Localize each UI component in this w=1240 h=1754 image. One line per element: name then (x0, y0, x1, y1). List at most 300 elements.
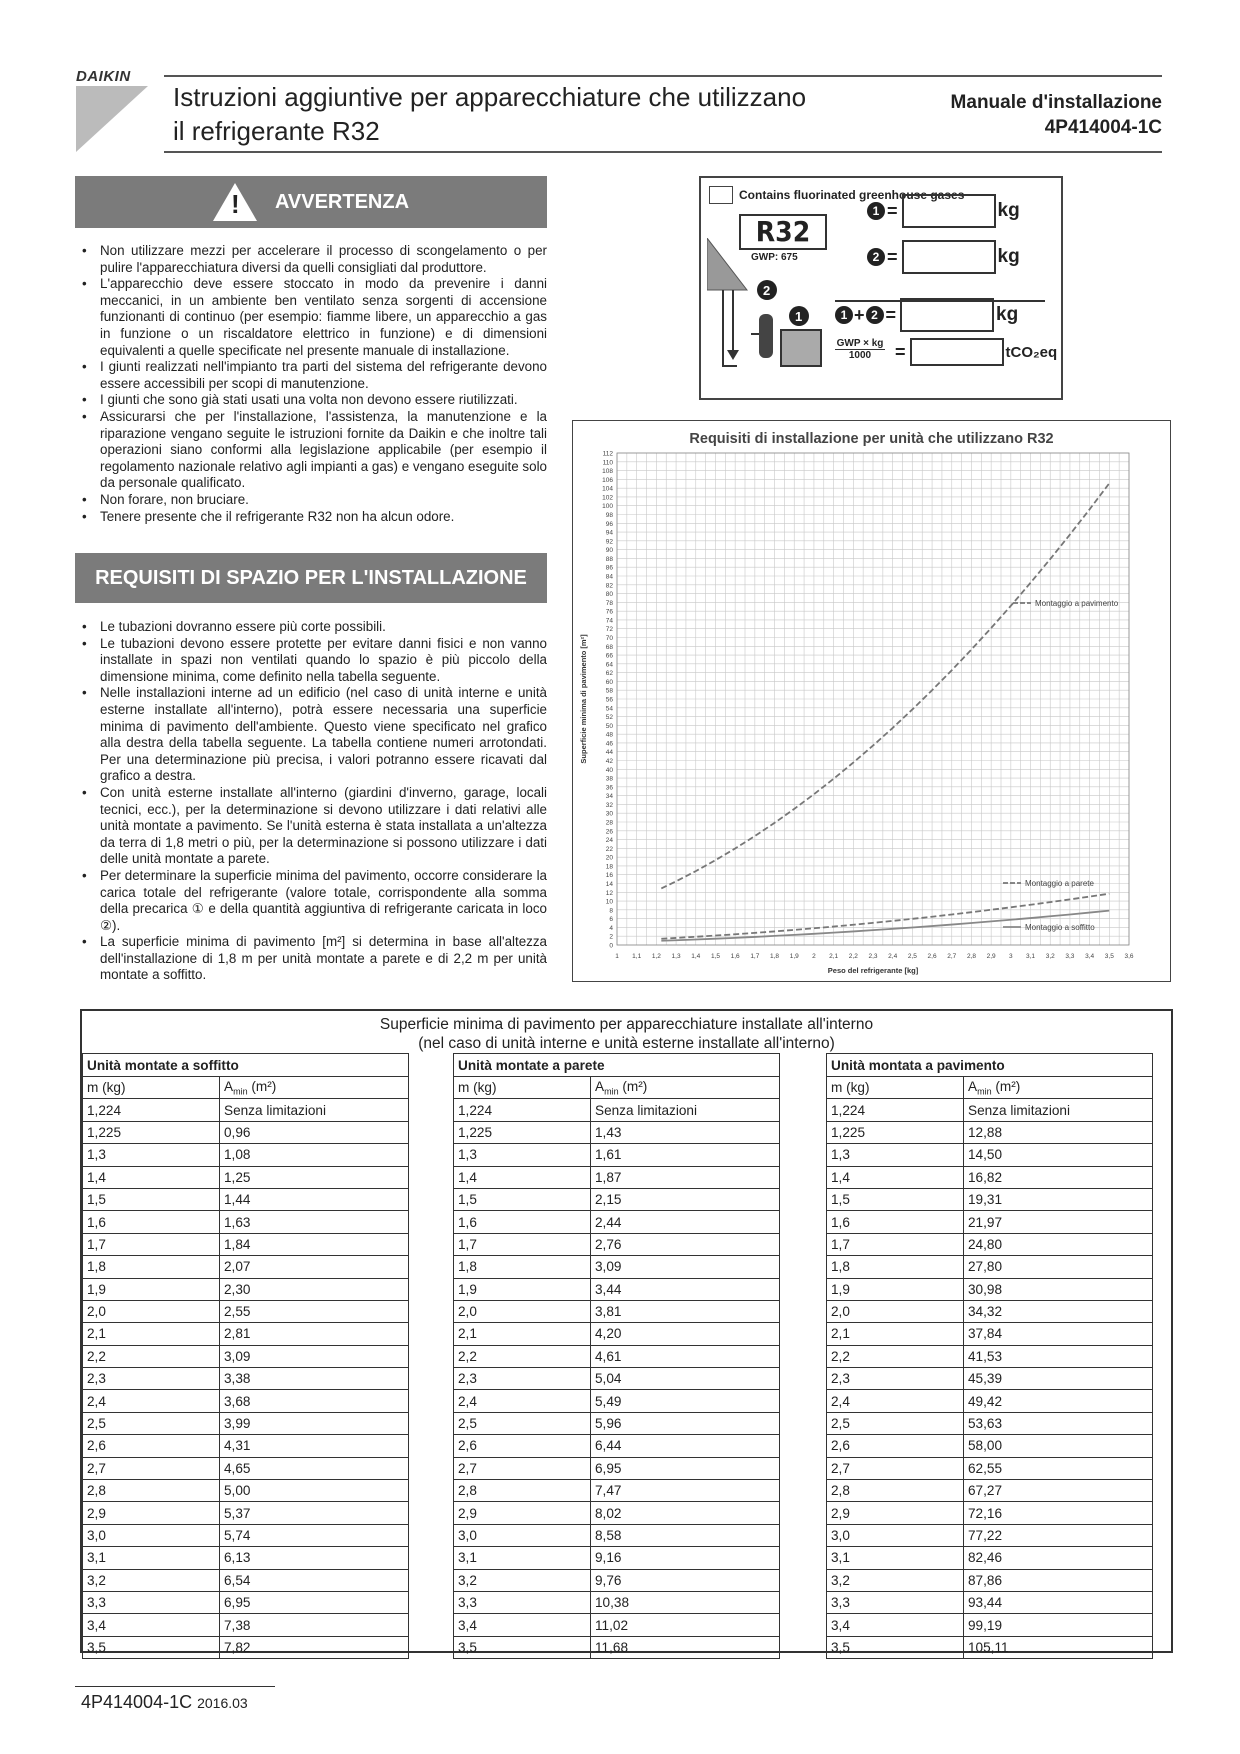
warning-icon: ! (213, 183, 257, 221)
x-tick-label: 3,1 (1026, 953, 1036, 960)
cell-mass: 2,3 (454, 1368, 591, 1390)
cell-mass: 1,4 (454, 1166, 591, 1188)
table-row (83, 1614, 409, 1636)
cell-area: 3,09 (220, 1345, 409, 1367)
footer (81, 1692, 248, 1713)
y-tick-label: 100 (602, 503, 613, 511)
col-header-m: m (kg) (83, 1077, 220, 1099)
table-row (454, 1323, 780, 1345)
table-row (454, 1278, 780, 1300)
cell-mass: 2,1 (827, 1323, 964, 1345)
cell-area: 3,09 (591, 1256, 780, 1278)
cell-area: 3,38 (220, 1368, 409, 1390)
table-row (827, 1188, 1153, 1210)
space-title: REQUISITI DI SPAZIO PER L'INSTALLAZIONE (95, 566, 527, 589)
cell-area: 2,07 (220, 1256, 409, 1278)
cell-area: 67,27 (964, 1480, 1153, 1502)
cell-mass: 1,5 (827, 1188, 964, 1210)
table-row (454, 1614, 780, 1636)
y-tick-label: 40 (605, 766, 613, 774)
x-tick-label: 3,3 (1065, 953, 1075, 960)
table-row (454, 1569, 780, 1591)
amin-sub: min (977, 1086, 992, 1097)
table-row (827, 1435, 1153, 1457)
cell-mass: 1,9 (83, 1278, 220, 1300)
cell-mass: 1,9 (454, 1278, 591, 1300)
table-row (827, 1412, 1153, 1434)
y-axis-label: Superficie minima di pavimento [m²] (579, 634, 588, 764)
cell-area: 8,58 (591, 1524, 780, 1546)
x-tick-label: 3,2 (1045, 953, 1055, 960)
x-tick-label: 3,6 (1124, 953, 1134, 960)
cell-mass: 1,8 (83, 1256, 220, 1278)
svg-text:1: 1 (795, 309, 803, 324)
cell-area: 2,81 (220, 1323, 409, 1345)
cell-area: 5,74 (220, 1524, 409, 1546)
x-tick-label: 2,6 (927, 953, 937, 960)
table-row (454, 1435, 780, 1457)
warning-banner (75, 176, 547, 228)
cell-area: 30,98 (964, 1278, 1153, 1300)
table-row (454, 1144, 780, 1166)
cell-area: 1,08 (220, 1144, 409, 1166)
cell-mass: 2,4 (454, 1390, 591, 1412)
x-tick-label: 2,3 (868, 953, 878, 960)
cell-mass: 2,4 (83, 1390, 220, 1412)
table-row (83, 1435, 409, 1457)
cell-mass: 1,225 (827, 1121, 964, 1143)
cell-mass: 1,8 (827, 1256, 964, 1278)
col-header-amin (591, 1077, 780, 1099)
y-tick-label: 36 (605, 784, 613, 792)
svg-text:2: 2 (763, 283, 771, 298)
table-row (83, 1390, 409, 1412)
table-row (827, 1569, 1153, 1591)
table-row (83, 1256, 409, 1278)
table-row (827, 1390, 1153, 1412)
table-row (83, 1368, 409, 1390)
cell-area: 27,80 (964, 1256, 1153, 1278)
table-row (83, 1591, 409, 1613)
cell-mass: 2,7 (827, 1457, 964, 1479)
cell-mass: 2,1 (83, 1323, 220, 1345)
y-tick-label: 104 (602, 485, 613, 493)
table-row (454, 1524, 780, 1546)
y-tick-label: 92 (605, 538, 613, 546)
cell-area: 6,95 (220, 1591, 409, 1613)
page-title (173, 80, 903, 148)
cell-area: Senza limitazioni (220, 1099, 409, 1121)
unit-tco2: tCO₂eq (1005, 343, 1058, 361)
x-tick-label: 2,8 (966, 953, 976, 960)
cell-mass: 3,4 (827, 1614, 964, 1636)
unit-kg: kg (997, 200, 1020, 221)
table-row (827, 1502, 1153, 1524)
cell-mass: 3,5 (827, 1636, 964, 1658)
cell-area: 8,02 (591, 1502, 780, 1524)
equals-sign: = (887, 246, 898, 267)
x-tick-label: 2 (812, 953, 816, 960)
table-row (454, 1636, 780, 1658)
table-row (83, 1188, 409, 1210)
cylinder-illustration (707, 238, 827, 393)
table-row (827, 1278, 1153, 1300)
table-row (827, 1614, 1153, 1636)
cell-area: 53,63 (964, 1412, 1153, 1434)
y-tick-label: 28 (605, 819, 613, 827)
cell-area: 2,76 (591, 1233, 780, 1255)
footer-rule (75, 1686, 275, 1687)
y-tick-label: 66 (605, 652, 613, 660)
cell-mass: 1,4 (83, 1166, 220, 1188)
table-row (827, 1636, 1153, 1658)
y-tick-label: 60 (605, 678, 613, 686)
cell-area: 9,16 (591, 1547, 780, 1569)
cell-mass: 3,1 (827, 1547, 964, 1569)
x-tick-label: 3 (1009, 953, 1013, 960)
table-row (827, 1591, 1153, 1613)
cell-area: 1,63 (220, 1211, 409, 1233)
cell-mass: 2,7 (83, 1457, 220, 1479)
cell-area: 2,30 (220, 1278, 409, 1300)
charge-field-2[interactable] (902, 240, 996, 274)
y-tick-label: 88 (605, 555, 613, 563)
list-item: • I giunti che sono già stati usati una volta non devono essere riutilizzati. (76, 392, 547, 409)
cell-area: 6,44 (591, 1435, 780, 1457)
cell-mass: 2,6 (454, 1435, 591, 1457)
amin-unit: (m²) (247, 1078, 277, 1094)
list-item: • Tenere presente che il refrigerante R32 non ha alcun odore. (76, 509, 547, 526)
col-header-m: m (kg) (827, 1077, 964, 1099)
list-item: • La superficie minima di pavimento [m²] si determina in base all'altezza dell'installazione di 1,8 m per unità montate a parete e di 2,2 m per unità montate a soffitto. (76, 934, 547, 984)
legend-label: Montaggio a soffitto (1025, 923, 1095, 932)
amin-sub: min (604, 1086, 619, 1097)
book-icon (709, 186, 733, 204)
co2-field[interactable] (910, 338, 1004, 366)
cell-area: 2,15 (591, 1188, 780, 1210)
cell-area: 41,53 (964, 1345, 1153, 1367)
y-tick-label: 50 (605, 722, 613, 730)
cell-mass: 1,3 (83, 1144, 220, 1166)
table-row (83, 1457, 409, 1479)
y-tick-label: 32 (605, 801, 613, 809)
y-tick-label: 82 (605, 582, 613, 590)
list-item: • Nelle installazioni interne ad un edificio (nel caso di unità interne e unità esterne installate all'interno), potrà essere necessaria una superficie minima di pavimento dell'ambiente. Questo viene specificato nel grafico alla destra della tabella seguente. La tabella contiene numeri arrotondati. Per una determinazione più precisa, i valori potranno essere ricavati dal grafico a destra. (76, 685, 547, 785)
manual-name: Manuale d'installazione (950, 92, 1162, 113)
cell-area: 45,39 (964, 1368, 1153, 1390)
table-row (827, 1457, 1153, 1479)
y-tick-label: 46 (605, 740, 613, 748)
cell-area: 99,19 (964, 1614, 1153, 1636)
cell-mass: 2,8 (454, 1480, 591, 1502)
list-item: • Assicurarsi che per l'installazione, l'assistenza, la manutenzione e la riparazione vengano seguite le istruzioni fornite da Daikin e che inoltre tali operazioni siano conformi alla legislazione applicabile (per esempio il regolamento nazionale relativo agli impianti a gas) e vengano eseguite solo da personale qualificato. (76, 409, 547, 492)
table-row (83, 1166, 409, 1188)
x-tick-label: 1 (615, 953, 619, 960)
gwp-formula-bottom: 1000 (848, 350, 872, 361)
plus-sign: + (854, 304, 865, 325)
x-tick-label: 1,6 (730, 953, 740, 960)
table-row (83, 1121, 409, 1143)
y-tick-label: 78 (605, 599, 613, 607)
y-tick-label: 56 (605, 696, 613, 704)
cell-area: 0,96 (220, 1121, 409, 1143)
cell-area: 2,44 (591, 1211, 780, 1233)
cell-area: 1,84 (220, 1233, 409, 1255)
y-tick-label: 62 (605, 670, 613, 678)
cell-area: 1,61 (591, 1144, 780, 1166)
refrigerant-box: R32 (739, 214, 827, 250)
x-tick-label: 2,9 (986, 953, 996, 960)
cell-area: 37,84 (964, 1323, 1153, 1345)
legend-label: Montaggio a pavimento (1035, 599, 1119, 608)
table-row (454, 1121, 780, 1143)
table-row (83, 1636, 409, 1658)
table-group-1 (453, 1053, 780, 1659)
x-tick-label: 1,1 (632, 953, 642, 960)
group-title: Unità montate a soffitto (83, 1054, 409, 1077)
table-group-0 (82, 1053, 409, 1659)
cell-area: Senza limitazioni (591, 1099, 780, 1121)
cell-mass: 2,6 (827, 1435, 964, 1457)
table-row (454, 1233, 780, 1255)
circle-1-icon: 1 (835, 306, 853, 324)
cell-area: 1,43 (591, 1121, 780, 1143)
cell-mass: 3,0 (454, 1524, 591, 1546)
cell-area: 9,76 (591, 1569, 780, 1591)
daikin-logo-mark (76, 86, 148, 157)
cell-mass: 1,225 (83, 1121, 220, 1143)
cell-mass: 2,2 (454, 1345, 591, 1367)
x-tick-label: 3,5 (1104, 953, 1114, 960)
footer-code: 4P414004-1C (81, 1692, 193, 1712)
y-tick-label: 30 (605, 810, 613, 818)
table-row (454, 1256, 780, 1278)
table-row (83, 1480, 409, 1502)
group-title: Unità montata a pavimento (827, 1054, 1153, 1077)
x-tick-label: 2,7 (947, 953, 957, 960)
y-tick-label: 10 (605, 898, 613, 906)
cell-area: 12,88 (964, 1121, 1153, 1143)
table-row (454, 1166, 780, 1188)
gwp-formula (835, 338, 885, 361)
cell-mass: 1,225 (454, 1121, 591, 1143)
group-title: Unità montate a parete (454, 1054, 780, 1077)
cell-mass: 3,3 (454, 1591, 591, 1613)
table-row (454, 1457, 780, 1479)
y-tick-label: 64 (605, 661, 613, 669)
table-row (454, 1300, 780, 1322)
table-row (827, 1233, 1153, 1255)
y-tick-label: 42 (605, 758, 613, 765)
cell-mass: 3,0 (83, 1524, 220, 1546)
cell-mass: 1,7 (83, 1233, 220, 1255)
table-row (83, 1211, 409, 1233)
circle-2-icon: 2 (867, 248, 885, 266)
table-row (83, 1300, 409, 1322)
cell-mass: 3,0 (827, 1524, 964, 1546)
space-banner (75, 553, 547, 603)
col-header-m: m (kg) (454, 1077, 591, 1099)
cell-area: 6,54 (220, 1569, 409, 1591)
table-title (82, 1015, 1171, 1053)
cell-mass: 2,3 (827, 1368, 964, 1390)
cell-mass: 1,9 (827, 1278, 964, 1300)
cell-area: 72,16 (964, 1502, 1153, 1524)
cell-area: 87,86 (964, 1569, 1153, 1591)
header-rule-top (164, 75, 1162, 77)
list-item: • Per determinare la superficie minima del pavimento, occorre considerare la carica totale del refrigerante (valore totale, corrispondente alla somma della precarica ① e della quantità aggiuntiva di refrigerante caricata in loco ②). (76, 868, 547, 934)
cell-mass: 2,8 (83, 1480, 220, 1502)
y-tick-label: 110 (602, 459, 613, 467)
cell-mass: 1,8 (454, 1256, 591, 1278)
y-tick-label: 6 (609, 916, 613, 924)
space-list (76, 619, 547, 984)
cell-area: 58,00 (964, 1435, 1153, 1457)
table-row (454, 1099, 780, 1121)
warning-title: AVVERTENZA (274, 190, 410, 213)
list-item: • Con unità esterne installate all'interno (giardini d'inverno, garage, locali tecnici, ecc.), per la determinazione si devono utilizzare i dati relativi alle unità montate a pavimento. Se l'unità esterna è stata installata a un'altezza da terra di 1,8 metri o più, per la determinazione si possono utilizzare i dati delle unità montate a parete. (76, 785, 547, 868)
cell-mass: 3,1 (454, 1547, 591, 1569)
cell-area: 6,13 (220, 1547, 409, 1569)
chart-panel (572, 420, 1171, 982)
label-row-1 (867, 194, 1020, 228)
cell-mass: 1,6 (83, 1211, 220, 1233)
header-rule-bottom (164, 151, 1162, 153)
amin-a: A (968, 1078, 978, 1094)
x-axis-label: Peso del refrigerante [kg] (827, 966, 919, 975)
y-tick-label: 44 (605, 749, 613, 757)
cell-mass: 2,1 (454, 1323, 591, 1345)
y-tick-label: 58 (605, 687, 613, 695)
amin-a: A (595, 1078, 605, 1094)
cell-area: 21,97 (964, 1211, 1153, 1233)
charge-field-total[interactable] (900, 298, 994, 332)
y-tick-label: 22 (605, 845, 613, 853)
cell-area: 7,38 (220, 1614, 409, 1636)
table-row (83, 1524, 409, 1546)
cell-area: 77,22 (964, 1524, 1153, 1546)
table-row (454, 1547, 780, 1569)
cell-area: 14,50 (964, 1144, 1153, 1166)
cell-mass: 3,5 (83, 1636, 220, 1658)
cell-area: 4,20 (591, 1323, 780, 1345)
charge-field-1[interactable] (902, 194, 996, 228)
fgas-label (699, 176, 1063, 400)
table-row (83, 1502, 409, 1524)
cell-mass: 1,7 (827, 1233, 964, 1255)
x-tick-label: 2,5 (907, 953, 917, 960)
equals-sign: = (887, 200, 898, 221)
warning-list (76, 243, 547, 525)
table-title-line-1: Superficie minima di pavimento per apparecchiature installate all'interno (379, 1016, 874, 1033)
y-tick-label: 76 (605, 608, 613, 616)
y-tick-label: 68 (605, 643, 613, 651)
y-tick-label: 86 (605, 564, 613, 572)
circle-1-icon: 1 (867, 202, 885, 220)
y-tick-label: 48 (605, 731, 613, 739)
label-row-co2 (893, 338, 1057, 366)
manual-code: 4P414004-1C (1044, 117, 1162, 138)
x-tick-label: 1,8 (770, 953, 780, 960)
table-row (83, 1278, 409, 1300)
x-tick-label: 2,4 (888, 953, 898, 960)
y-tick-label: 38 (605, 775, 613, 783)
y-tick-label: 74 (605, 617, 613, 625)
y-tick-label: 54 (605, 705, 613, 713)
gwp-value: GWP: 675 (751, 252, 798, 263)
cell-area: 4,31 (220, 1435, 409, 1457)
cell-mass: 2,0 (83, 1300, 220, 1322)
cell-area: Senza limitazioni (964, 1099, 1153, 1121)
cell-mass: 3,5 (454, 1636, 591, 1658)
y-tick-label: 84 (605, 573, 613, 581)
cell-mass: 1,6 (827, 1211, 964, 1233)
cell-mass: 3,2 (454, 1569, 591, 1591)
y-tick-label: 98 (605, 512, 613, 519)
table-row (83, 1569, 409, 1591)
cell-mass: 1,5 (454, 1188, 591, 1210)
list-item: • Non utilizzare mezzi per accelerare il processo di scongelamento o per pulire l'apparecchiatura diversi da quelli consigliati dal produttore. (76, 243, 547, 276)
cell-area: 1,87 (591, 1166, 780, 1188)
cell-area: 19,31 (964, 1188, 1153, 1210)
table-row (827, 1547, 1153, 1569)
cell-mass: 3,3 (83, 1591, 220, 1613)
y-tick-label: 52 (605, 714, 613, 722)
y-tick-label: 90 (605, 547, 613, 555)
x-tick-label: 1,5 (710, 953, 720, 960)
cell-mass: 1,7 (454, 1233, 591, 1255)
cell-mass: 2,0 (454, 1300, 591, 1322)
cell-mass: 1,3 (827, 1144, 964, 1166)
legend-label: Montaggio a parete (1025, 879, 1094, 888)
table-group-2 (826, 1053, 1153, 1659)
cell-mass: 1,6 (454, 1211, 591, 1233)
y-tick-label: 70 (605, 635, 613, 642)
cell-mass: 2,5 (827, 1412, 964, 1434)
cell-mass: 1,4 (827, 1166, 964, 1188)
cell-area: 82,46 (964, 1547, 1153, 1569)
cell-mass: 3,2 (827, 1569, 964, 1591)
table-row (827, 1256, 1153, 1278)
cell-mass: 3,4 (83, 1614, 220, 1636)
cell-mass: 1,5 (83, 1188, 220, 1210)
cell-mass: 2,4 (827, 1390, 964, 1412)
table-row (454, 1480, 780, 1502)
x-tick-label: 1,3 (671, 953, 681, 960)
unit-kg: kg (997, 246, 1020, 267)
cell-mass: 2,2 (827, 1345, 964, 1367)
table-row (454, 1188, 780, 1210)
y-tick-label: 20 (605, 854, 613, 862)
table-row (83, 1144, 409, 1166)
table-row (83, 1412, 409, 1434)
cell-area: 49,42 (964, 1390, 1153, 1412)
cell-mass: 3,1 (83, 1547, 220, 1569)
y-tick-label: 94 (605, 529, 613, 537)
y-tick-label: 18 (605, 863, 613, 871)
cell-mass: 1,3 (454, 1144, 591, 1166)
cell-area: 34,32 (964, 1300, 1153, 1322)
cell-mass: 1,224 (454, 1099, 591, 1121)
col-header-amin (964, 1077, 1153, 1099)
cell-area: 4,65 (220, 1457, 409, 1479)
cell-area: 5,49 (591, 1390, 780, 1412)
cell-area: 3,81 (591, 1300, 780, 1322)
table-row (827, 1211, 1153, 1233)
label-row-total (835, 298, 1018, 332)
table-row (827, 1480, 1153, 1502)
list-item: • Le tubazioni dovranno essere più corte possibili. (76, 619, 547, 636)
